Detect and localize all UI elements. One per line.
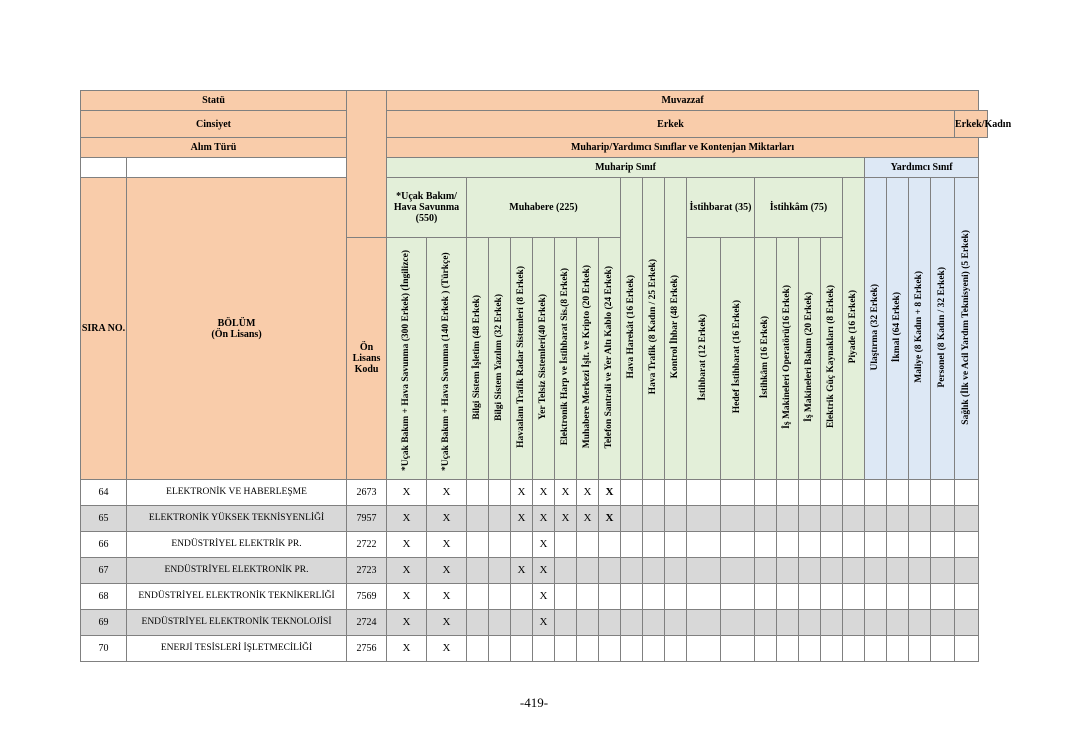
col-header bbox=[687, 238, 721, 480]
quota-mark-cell bbox=[887, 506, 909, 532]
row-number: 67 bbox=[81, 558, 127, 584]
group-istihbarat: İstihbarat (35) bbox=[687, 178, 755, 238]
quota-mark-cell bbox=[955, 506, 979, 532]
quota-mark-cell bbox=[511, 636, 533, 662]
col-header-label: İş Makineleri Operatörü(16 Erkek) bbox=[782, 285, 793, 429]
col-header-label: Bilgi Sistem İşletim (48 Erkek) bbox=[472, 294, 483, 420]
col-header-label: Hedef İstihbarat (16 Erkek) bbox=[732, 300, 743, 414]
col-header-label: İş Makineleri Bakım (20 Erkek) bbox=[804, 292, 815, 422]
row-number: 68 bbox=[81, 584, 127, 610]
yardimci-sinif-header: Yardımcı Sınıf bbox=[865, 158, 979, 178]
quota-mark-cell bbox=[555, 532, 577, 558]
quota-mark-cell bbox=[777, 532, 799, 558]
col-header-label: Telefon Santrali ve Yer Altı Kablo (24 Erkek) bbox=[604, 265, 615, 449]
quota-mark-cell bbox=[887, 532, 909, 558]
col-header bbox=[755, 238, 777, 480]
quota-mark-cell bbox=[687, 480, 721, 506]
quota-mark-cell: X bbox=[511, 558, 533, 584]
quota-mark-cell bbox=[799, 610, 821, 636]
quota-mark-cell bbox=[599, 636, 621, 662]
quota-mark-cell bbox=[865, 506, 887, 532]
quota-mark-cell bbox=[643, 558, 665, 584]
quota-mark-cell bbox=[721, 610, 755, 636]
quota-mark-cell bbox=[909, 610, 931, 636]
on-lisans-kodu-label: Ön Lisans Kodu bbox=[347, 238, 387, 480]
quota-mark-cell bbox=[843, 610, 865, 636]
quota-mark-cell bbox=[511, 532, 533, 558]
quota-mark-cell bbox=[955, 610, 979, 636]
quota-mark-cell bbox=[467, 636, 489, 662]
program-code: 2724 bbox=[347, 610, 387, 636]
quota-mark-cell bbox=[621, 610, 643, 636]
table-row bbox=[81, 558, 988, 584]
quota-mark-cell bbox=[555, 636, 577, 662]
quota-mark-cell bbox=[555, 584, 577, 610]
quota-mark-cell bbox=[665, 506, 687, 532]
quota-mark-cell bbox=[467, 506, 489, 532]
col-header bbox=[599, 238, 621, 480]
quota-mark-cell: X bbox=[427, 506, 467, 532]
table-row bbox=[81, 506, 988, 532]
quota-mark-cell bbox=[821, 558, 843, 584]
row-number: 65 bbox=[81, 506, 127, 532]
page-number: -419- bbox=[519, 695, 549, 710]
col-header bbox=[777, 238, 799, 480]
department-name: ENDÜSTRİYEL ELEKTRONİK PR. bbox=[127, 558, 347, 584]
quota-mark-cell bbox=[843, 584, 865, 610]
quota-mark-cell bbox=[955, 584, 979, 610]
row-number: 70 bbox=[81, 636, 127, 662]
quota-mark-cell bbox=[799, 532, 821, 558]
on-lisans-kodu-header bbox=[347, 91, 387, 238]
quota-mark-cell bbox=[755, 610, 777, 636]
quota-mark-cell bbox=[577, 610, 599, 636]
quota-mark-cell bbox=[467, 532, 489, 558]
quota-mark-cell bbox=[687, 636, 721, 662]
col-header bbox=[931, 178, 955, 480]
program-code: 7569 bbox=[347, 584, 387, 610]
quota-mark-cell: X bbox=[533, 584, 555, 610]
quota-mark-cell bbox=[721, 532, 755, 558]
col-header bbox=[511, 238, 533, 480]
col-header-label: Havaalanı Trafik Radar Sistemleri (8 Erkek) bbox=[516, 266, 527, 448]
program-code: 7957 bbox=[347, 506, 387, 532]
empty-cell bbox=[127, 158, 347, 178]
table-row bbox=[81, 584, 988, 610]
quota-mark-cell: X bbox=[533, 558, 555, 584]
quota-mark-cell bbox=[843, 558, 865, 584]
quota-mark-cell bbox=[887, 480, 909, 506]
row-number: 69 bbox=[81, 610, 127, 636]
quota-mark-cell bbox=[721, 506, 755, 532]
quota-mark-cell bbox=[665, 584, 687, 610]
quota-mark-cell: X bbox=[387, 610, 427, 636]
quota-mark-cell bbox=[643, 506, 665, 532]
group-ucak-bakim: *Uçak Bakım/ Hava Savunma (550) bbox=[387, 178, 467, 238]
col-header bbox=[865, 178, 887, 480]
quota-mark-cell bbox=[777, 636, 799, 662]
department-name: ENDÜSTRİYEL ELEKTRİK PR. bbox=[127, 532, 347, 558]
quota-mark-cell bbox=[643, 584, 665, 610]
quota-mark-cell: X bbox=[427, 558, 467, 584]
quota-mark-cell: X bbox=[599, 480, 621, 506]
col-header-label: Hava Trafik (8 Kadın / 25 Erkek) bbox=[648, 259, 659, 395]
quota-mark-cell bbox=[843, 636, 865, 662]
col-header-label: *Uçak Bakım + Hava Savunma (300 Erkek) (İngilizce) bbox=[400, 249, 411, 471]
quota-mark-cell bbox=[687, 558, 721, 584]
quota-mark-cell bbox=[955, 558, 979, 584]
quota-mark-cell bbox=[467, 584, 489, 610]
quota-mark-cell bbox=[865, 636, 887, 662]
quota-mark-cell bbox=[467, 558, 489, 584]
quota-mark-cell bbox=[755, 636, 777, 662]
quota-mark-cell bbox=[799, 480, 821, 506]
quota-mark-cell: X bbox=[387, 636, 427, 662]
quota-mark-cell bbox=[467, 480, 489, 506]
col-header-label: Bilgi Sistem Yazılım (32 Erkek) bbox=[494, 293, 505, 421]
alim-turu-value: Muharip/Yardımcı Sınıflar ve Kontenjan Miktarları bbox=[387, 138, 979, 158]
quota-mark-cell: X bbox=[511, 480, 533, 506]
col-header bbox=[577, 238, 599, 480]
quota-mark-cell bbox=[955, 532, 979, 558]
quota-mark-cell bbox=[931, 636, 955, 662]
quota-mark-cell bbox=[577, 584, 599, 610]
quota-mark-cell bbox=[755, 584, 777, 610]
col-header-label: İstihkâm (16 Erkek) bbox=[760, 315, 771, 399]
quota-mark-cell bbox=[721, 636, 755, 662]
quota-mark-cell: X bbox=[533, 506, 555, 532]
quota-mark-cell bbox=[799, 506, 821, 532]
program-code: 2723 bbox=[347, 558, 387, 584]
muharip-sinif-header: Muharip Sınıf bbox=[387, 158, 865, 178]
cinsiyet-label: Cinsiyet bbox=[81, 111, 347, 138]
quota-mark-cell: X bbox=[533, 532, 555, 558]
quota-mark-cell bbox=[555, 610, 577, 636]
quota-mark-cell bbox=[799, 636, 821, 662]
quota-mark-cell bbox=[489, 532, 511, 558]
quota-mark-cell bbox=[909, 532, 931, 558]
quota-mark-cell bbox=[533, 636, 555, 662]
group-istihkam: İstihkâm (75) bbox=[755, 178, 843, 238]
quota-mark-cell: X bbox=[387, 532, 427, 558]
col-header-label: Ulaştırma (32 Erkek) bbox=[870, 283, 881, 371]
quota-mark-cell bbox=[865, 610, 887, 636]
quota-mark-cell bbox=[489, 584, 511, 610]
quota-mark-cell bbox=[955, 480, 979, 506]
quota-mark-cell bbox=[687, 584, 721, 610]
quota-mark-cell bbox=[621, 636, 643, 662]
col-header bbox=[799, 238, 821, 480]
quota-mark-cell: X bbox=[577, 480, 599, 506]
quota-mark-cell bbox=[931, 610, 955, 636]
quota-mark-cell bbox=[687, 506, 721, 532]
quota-mark-cell bbox=[799, 558, 821, 584]
quota-mark-cell bbox=[599, 610, 621, 636]
quota-mark-cell: X bbox=[427, 584, 467, 610]
quota-mark-cell: X bbox=[577, 506, 599, 532]
quota-mark-cell bbox=[755, 558, 777, 584]
alim-turu-label: Alım Türü bbox=[81, 138, 347, 158]
quota-mark-cell bbox=[931, 532, 955, 558]
quota-mark-cell bbox=[621, 558, 643, 584]
quota-mark-cell bbox=[931, 506, 955, 532]
quota-mark-cell: X bbox=[387, 584, 427, 610]
quota-mark-cell bbox=[665, 532, 687, 558]
col-header bbox=[909, 178, 931, 480]
row-number: 66 bbox=[81, 532, 127, 558]
bolum-sub-label: (Ön Lisans) bbox=[211, 328, 262, 340]
quota-mark-cell bbox=[721, 480, 755, 506]
col-header bbox=[821, 238, 843, 480]
group-muhabere: Muhabere (225) bbox=[467, 178, 621, 238]
quota-mark-cell bbox=[887, 558, 909, 584]
quota-mark-cell bbox=[909, 636, 931, 662]
quota-mark-cell bbox=[821, 480, 843, 506]
cinsiyet-erkek-kadin: Erkek/Kadın bbox=[955, 111, 988, 138]
quota-mark-cell: X bbox=[427, 610, 467, 636]
quota-mark-cell bbox=[489, 506, 511, 532]
quota-mark-cell bbox=[865, 558, 887, 584]
quota-mark-cell bbox=[931, 584, 955, 610]
department-name: ENDÜSTRİYEL ELEKTRONİK TEKNİKERLİĞİ bbox=[127, 584, 347, 610]
quota-mark-cell bbox=[909, 506, 931, 532]
quota-mark-cell bbox=[799, 584, 821, 610]
col-header bbox=[467, 238, 489, 480]
quota-mark-cell bbox=[909, 584, 931, 610]
quota-mark-cell bbox=[511, 584, 533, 610]
quota-mark-cell bbox=[665, 610, 687, 636]
quota-mark-cell: X bbox=[387, 506, 427, 532]
quota-mark-cell bbox=[755, 506, 777, 532]
quota-mark-cell bbox=[887, 636, 909, 662]
col-header-label: Yer Telsiz Sistemleri(40 Erkek) bbox=[538, 294, 549, 420]
quota-mark-cell bbox=[931, 558, 955, 584]
col-header bbox=[721, 238, 755, 480]
quota-mark-cell bbox=[489, 636, 511, 662]
department-name: ELEKTRONİK VE HABERLEŞME bbox=[127, 480, 347, 506]
col-header-label: Elektrik Güç Kaynakları (8 Erkek) bbox=[826, 285, 837, 429]
quota-mark-cell bbox=[843, 506, 865, 532]
cinsiyet-erkek: Erkek bbox=[387, 111, 955, 138]
quota-mark-cell bbox=[909, 558, 931, 584]
col-header-label: İstihbarat (12 Erkek) bbox=[698, 313, 709, 401]
quota-mark-cell: X bbox=[427, 532, 467, 558]
quota-mark-cell: X bbox=[533, 480, 555, 506]
quota-mark-cell bbox=[821, 636, 843, 662]
quota-mark-cell bbox=[909, 480, 931, 506]
quota-mark-cell bbox=[777, 506, 799, 532]
quota-mark-cell bbox=[687, 610, 721, 636]
quota-mark-cell bbox=[721, 584, 755, 610]
col-header-label: İkmal (64 Erkek) bbox=[892, 291, 903, 363]
department-name: ENERJİ TESİSLERİ İŞLETMECİLİĞİ bbox=[127, 636, 347, 662]
quota-mark-cell bbox=[467, 610, 489, 636]
col-header bbox=[887, 178, 909, 480]
quota-mark-cell: X bbox=[533, 610, 555, 636]
quota-mark-cell bbox=[599, 584, 621, 610]
quota-mark-cell bbox=[621, 584, 643, 610]
table-row bbox=[81, 532, 988, 558]
col-header-label: *Uçak Bakım + Hava Savunma (140 Erkek ) (Türkçe) bbox=[440, 252, 451, 471]
quota-mark-cell: X bbox=[555, 480, 577, 506]
quota-mark-cell bbox=[643, 480, 665, 506]
quota-mark-cell bbox=[843, 480, 865, 506]
quota-mark-cell bbox=[665, 558, 687, 584]
program-code: 2756 bbox=[347, 636, 387, 662]
col-header bbox=[843, 178, 865, 480]
quota-mark-cell bbox=[577, 558, 599, 584]
quota-mark-cell bbox=[643, 610, 665, 636]
quota-mark-cell bbox=[489, 558, 511, 584]
row-number: 64 bbox=[81, 480, 127, 506]
bolum-label: BÖLÜM bbox=[217, 317, 256, 329]
quota-mark-cell bbox=[721, 558, 755, 584]
quota-mark-cell bbox=[865, 584, 887, 610]
quota-mark-cell bbox=[643, 636, 665, 662]
quota-mark-cell bbox=[777, 480, 799, 506]
quota-mark-cell bbox=[865, 480, 887, 506]
quota-mark-cell bbox=[643, 532, 665, 558]
department-name: ENDÜSTRİYEL ELEKTRONİK TEKNOLOJİSİ bbox=[127, 610, 347, 636]
sira-no-header: SIRA NO. bbox=[81, 178, 127, 480]
quota-mark-cell: X bbox=[511, 506, 533, 532]
quota-mark-cell bbox=[489, 480, 511, 506]
quota-mark-cell bbox=[931, 480, 955, 506]
quota-mark-cell bbox=[621, 480, 643, 506]
quota-mark-cell bbox=[887, 610, 909, 636]
statu-value: Muvazzaf bbox=[387, 91, 979, 111]
statu-label: Statü bbox=[81, 91, 347, 111]
table-row bbox=[81, 636, 988, 662]
quota-mark-cell bbox=[665, 480, 687, 506]
quota-mark-cell bbox=[577, 636, 599, 662]
quota-mark-cell: X bbox=[427, 636, 467, 662]
quota-mark-cell: X bbox=[387, 558, 427, 584]
quota-mark-cell bbox=[843, 532, 865, 558]
table-row bbox=[81, 480, 988, 506]
col-header-label: Elektronik Harp ve İstihbarat Sis.(8 Erkek) bbox=[560, 268, 571, 446]
col-header bbox=[665, 178, 687, 480]
col-header-label: Kontrol İhbar (48 Erkek) bbox=[670, 275, 681, 379]
quota-mark-cell bbox=[887, 584, 909, 610]
quota-mark-cell bbox=[821, 506, 843, 532]
quota-mark-cell bbox=[821, 610, 843, 636]
col-header bbox=[555, 238, 577, 480]
quota-mark-cell bbox=[665, 636, 687, 662]
col-header-label: Maliye (8 Kadın + 8 Erkek) bbox=[914, 271, 925, 383]
col-header bbox=[621, 178, 643, 480]
quota-mark-cell: X bbox=[427, 480, 467, 506]
quota-mark-cell bbox=[821, 532, 843, 558]
quota-mark-cell bbox=[687, 532, 721, 558]
col-header bbox=[955, 178, 979, 480]
quota-mark-cell bbox=[755, 480, 777, 506]
quota-mark-cell bbox=[599, 532, 621, 558]
quota-mark-cell: X bbox=[555, 506, 577, 532]
col-header bbox=[427, 238, 467, 480]
quota-mark-cell bbox=[777, 558, 799, 584]
program-code: 2673 bbox=[347, 480, 387, 506]
col-header-label: Muhabere Merkezi İşlt. ve Kripto (20 Erkek) bbox=[582, 265, 593, 449]
col-header-label: Sağlık (İlk ve Acil Yardım Teknisyeni) (5 Erkek) bbox=[961, 229, 972, 425]
col-header bbox=[533, 238, 555, 480]
col-header bbox=[643, 178, 665, 480]
quota-mark-cell bbox=[555, 558, 577, 584]
empty-cell bbox=[81, 158, 127, 178]
bolum-header bbox=[127, 178, 347, 480]
col-header bbox=[489, 238, 511, 480]
table-row bbox=[81, 610, 988, 636]
quota-mark-cell bbox=[955, 636, 979, 662]
col-header-label: Personel (8 Kadın / 32 Erkek) bbox=[937, 266, 948, 388]
quota-table bbox=[80, 90, 1012, 662]
quota-mark-cell bbox=[489, 610, 511, 636]
quota-mark-cell: X bbox=[599, 506, 621, 532]
quota-mark-cell bbox=[511, 610, 533, 636]
quota-mark-cell bbox=[621, 506, 643, 532]
quota-mark-cell bbox=[599, 558, 621, 584]
quota-mark-cell bbox=[577, 532, 599, 558]
col-header-label: Piyade (16 Erkek) bbox=[848, 290, 859, 364]
department-name: ELEKTRONİK YÜKSEK TEKNİSYENLİĞİ bbox=[127, 506, 347, 532]
quota-mark-cell bbox=[777, 584, 799, 610]
quota-mark-cell bbox=[865, 532, 887, 558]
quota-mark-cell bbox=[621, 532, 643, 558]
quota-mark-cell bbox=[777, 610, 799, 636]
quota-mark-cell: X bbox=[387, 480, 427, 506]
col-header bbox=[387, 238, 427, 480]
quota-mark-cell bbox=[821, 584, 843, 610]
program-code: 2722 bbox=[347, 532, 387, 558]
col-header-label: Hava Harekât (16 Erkek) bbox=[626, 275, 637, 379]
quota-mark-cell bbox=[755, 532, 777, 558]
